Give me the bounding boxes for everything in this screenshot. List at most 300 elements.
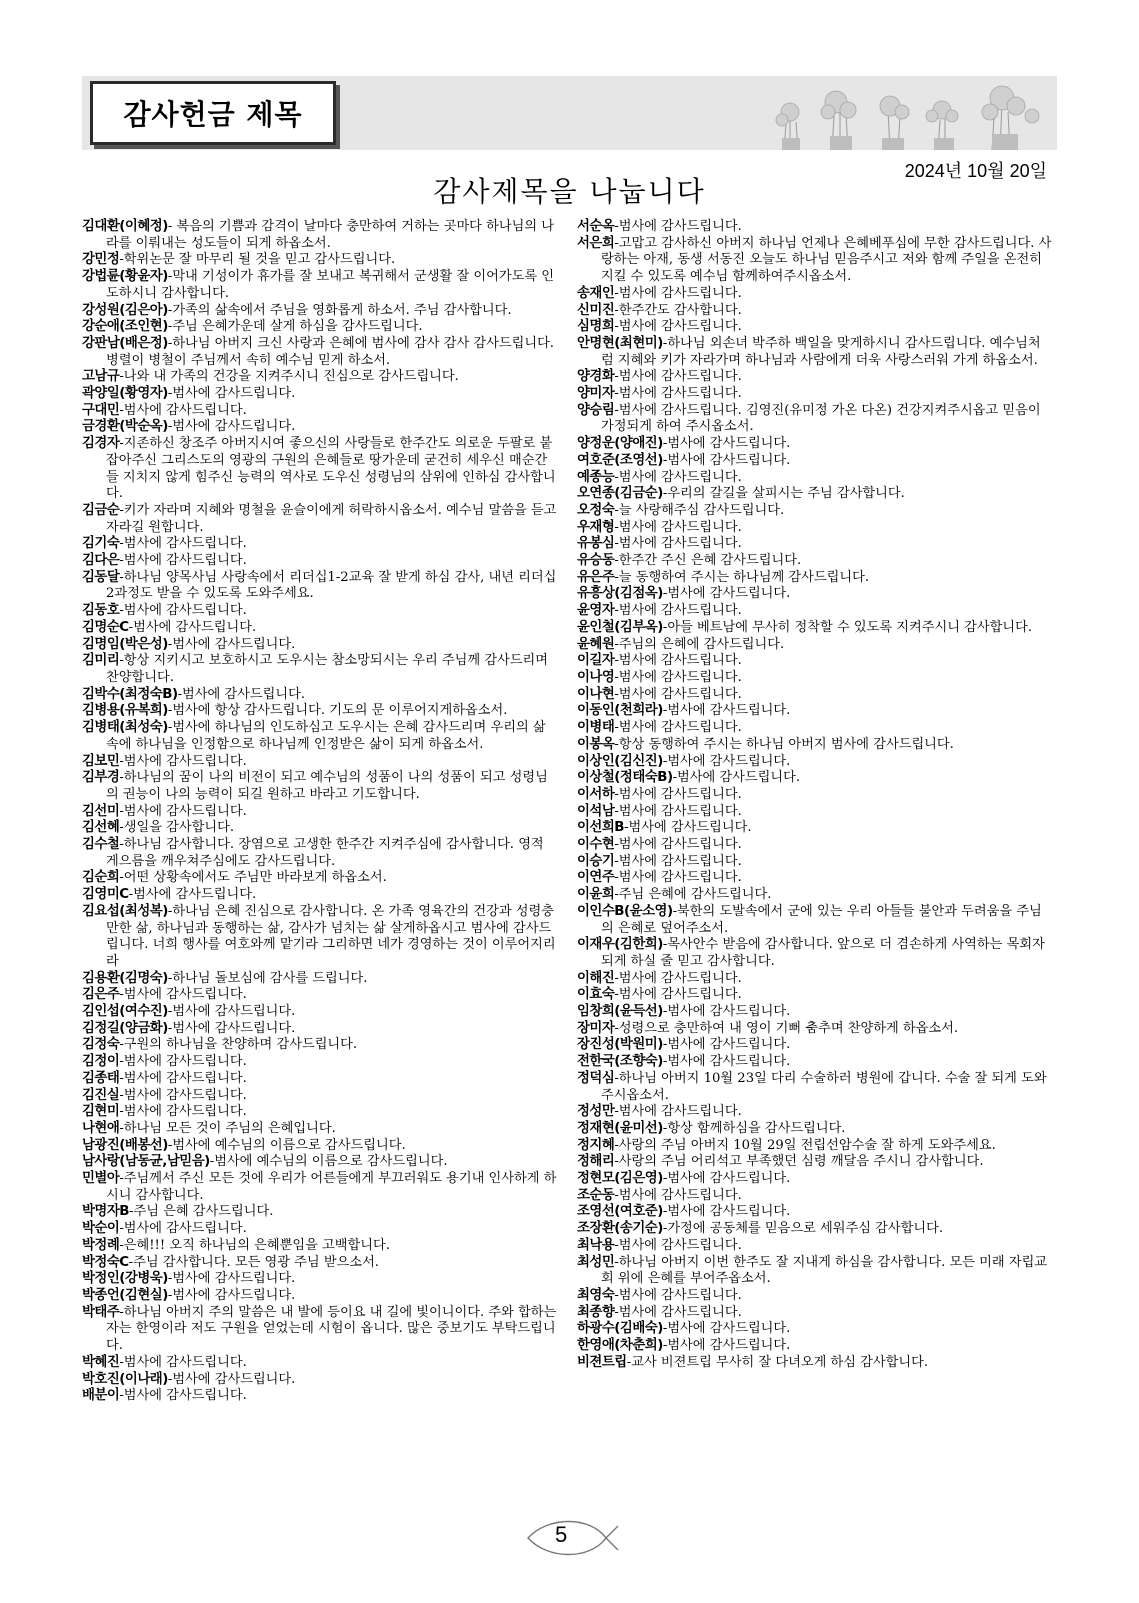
entry-name: 김금순 [82,502,120,518]
entry-text: -목사안수 받음에 감사합니다. 앞으로 더 겸손하게 사역하는 목회자 되게 하실 줄 믿고 감사합니다. [601,937,1045,969]
prayer-entry [577,804,1052,821]
prayer-entry [577,687,1052,704]
prayer-entry [82,820,557,837]
entry-name: 김영미C [82,887,129,903]
prayer-entry [82,1088,557,1105]
entry-text: - 복음의 기쁨과 감격이 날마다 충만하여 거하는 곳마다 하나님의 나라를 이뤄내는 성도들이 되게 하옵소서. [106,219,554,251]
entry-text: -생일을 감사합니다. [119,820,235,836]
entry-text: -범사에 감사드립니다. [119,803,247,819]
prayer-entry [82,904,557,971]
prayer-entry [82,754,557,771]
entry-text: -가정에 공동체를 믿음으로 세워주심 감사합니다. [662,1221,944,1237]
entry-name: 이나현 [577,686,615,702]
entry-name: 김선미 [82,803,120,819]
entry-text: -범사에 감사드립니다. [662,1338,791,1354]
entry-text: -범사에 감사드립니다. [167,1271,296,1287]
entry-text: -범사에 감사드립니다. [672,770,801,786]
entry-name: 민별아 [82,1171,120,1187]
entry-name: 유승동 [577,553,615,569]
entry-name: 김부경 [82,770,120,786]
entry-name: 이서하 [577,786,615,802]
entry-text: -하나님 감사합니다. 장염으로 고생한 한주간 지켜주심에 감사합니다. 영적 게으름을 깨우쳐주심에도 감사드립니다. [106,837,544,869]
entry-name: 고남규 [82,369,120,385]
prayer-entry [82,804,557,821]
prayer-entry [82,1154,557,1171]
entry-name: 이재우(김한희) [577,937,663,953]
entry-text: -하나님 은혜 진심으로 감사합니다. 온 가족 영육간의 건강과 성령충만한 삶, 하나님과 동행하는 삶, 감사가 넘치는 삶 살게하옵시고 범사에 감사드립니다. 너희 행사를 여호와께 맡기라 그리하면 네가 경영하는 것이 이루어지리라 [106,903,556,969]
prayer-entry [577,637,1052,654]
entry-name: 예종능 [577,469,615,485]
entry-name: 서은희 [577,235,615,251]
entry-name: 김동호 [82,603,120,619]
prayer-entry [577,1071,1052,1104]
entry-text: -사랑의 주님 어리석고 부족했던 심령 깨달음 주시니 감사합니다. [614,1154,984,1170]
entry-name: 이동인(천희라) [577,703,663,719]
prayer-entry [82,570,557,603]
entry-name: 김동달 [82,569,120,585]
date-label: 2024년 10월 20일 [904,161,1047,181]
entry-name: 이연주 [577,870,615,886]
prayer-entry [577,403,1052,436]
prayer-entry [82,1037,557,1054]
prayer-entry [577,436,1052,453]
prayer-entry [82,720,557,753]
prayer-entry [577,1321,1052,1338]
entry-text: -어떤 상황속에서도 주님만 바라보게 하옵소서. [119,870,387,886]
prayer-entry [82,1054,557,1071]
entry-name: 하광수(김배숙) [577,1321,663,1337]
entry-name: 박정례 [82,1237,120,1253]
entry-text: -범사에 감사드립니다. [662,1037,791,1053]
section-heading: 감사제목을 나눕니다 [433,175,706,208]
prayer-entry [577,369,1052,386]
entry-text: -범사에 감사드립니다. [167,1004,296,1020]
entry-text: -범사에 감사드립니다. [662,1171,791,1187]
entry-name: 조장환(송기순) [577,1221,663,1237]
prayer-entry [577,1255,1052,1288]
prayer-entry [82,1171,557,1204]
entry-name: 김인섭(여수진) [82,1004,168,1020]
entry-name: 남광진(배봉선) [82,1137,168,1153]
prayer-entry [82,1255,557,1272]
prayer-entry [82,336,557,369]
entry-name: 김선혜 [82,820,120,836]
entry-text: -범사에 감사드립니다. [119,1104,247,1120]
entry-text: -범사에 감사드립니다. [624,820,752,836]
entry-text: -범사에 감사드립니다. [119,536,247,552]
prayer-entry [577,754,1052,771]
prayer-entry [82,1104,557,1121]
entry-name: 강순애(조인현) [82,319,168,335]
prayer-entry [577,737,1052,754]
entry-text: -우리의 갈길을 살피시는 주님 감사합니다. [662,486,905,502]
entry-text: -범사에 감사드립니다. [662,586,791,602]
prayer-entry [577,1021,1052,1038]
entry-text: -범사에 감사드립니다. [614,1288,742,1303]
prayer-entry [82,1372,557,1389]
entry-name: 안명현(최현미) [577,335,663,351]
entry-name: 최낙용 [577,1237,615,1253]
prayer-entry [577,286,1052,303]
entry-text: -주님 은혜 감사드립니다. [129,1204,274,1220]
prayer-entry [82,369,557,386]
prayer-entry [577,1054,1052,1071]
entry-text: -학위논문 잘 마무리 될 것을 믿고 감사드립니다. [119,252,396,268]
prayer-entry [577,1138,1052,1155]
entry-text: -범사에 감사드립니다. [614,970,742,986]
right-column [577,219,1052,1372]
entry-text: -하나님 아버지 주의 말씀은 내 발에 등이요 내 길에 빛이니이다. 주와 합하는 자는 한영이라 저도 구원을 얻었는데 시험이 옵니다. 많은 중보기도 부탁드립니다. [106,1304,557,1354]
entry-text: -늘 동행하여 주시는 하나님께 감사드립니다. [614,569,870,585]
prayer-entry [577,319,1052,336]
entry-text: -범사에 예수님의 이름으로 감사드립니다. [209,1154,448,1170]
entry-text: -범사에 감사드립니다. [662,753,791,769]
entry-name: 이석남 [577,803,615,819]
entry-name: 장미자 [577,1020,615,1036]
entry-text: -범사에 감사드립니다. [119,1354,247,1370]
entry-text: -범사에 감사드립니다. [614,786,742,802]
entry-name: 강판남(배은정) [82,335,168,351]
prayer-entry [82,252,557,269]
prayer-entry [82,1204,557,1221]
entry-name: 한영애(차춘희) [577,1338,663,1354]
prayer-entry [577,1104,1052,1121]
entry-text: -하나님 아버지 이번 한주도 잘 지내게 하심을 감사합니다. 모든 미래 자립교회 위에 은혜를 부어주옵소서. [601,1254,1048,1287]
prayer-entry [577,303,1052,320]
page-number: 5 [555,1522,568,1547]
prayer-entry [82,1021,557,1038]
entry-name: 김명임(박은성) [82,636,168,652]
entry-text: -범사에 감사드립니다. [119,1388,247,1404]
entry-text: -하나님 돌보심에 감사를 드립니다. [167,970,368,986]
entry-name: 오연종(김금순) [577,486,663,502]
prayer-entry [577,887,1052,904]
entry-text: -주님 은혜에 감사드립니다. [614,887,772,903]
entry-text: -아들 베트남에 무사히 정착할 수 있도록 지켜주시니 감사합니다. [662,619,1033,635]
prayer-entry [82,1355,557,1372]
prayer-entry [82,419,557,436]
entry-text: -주님 감사합니다. 모든 영광 주님 받으소서. [128,1254,380,1270]
page-title: 감사헌금 제목 [90,81,336,145]
prayer-entry [82,703,557,720]
entry-text: -주님께서 주신 모든 것에 우리가 어른들에게 부끄러워도 용기내 인사하게 하시니 감사합니다. [106,1171,557,1203]
entry-name: 박정숙C [82,1254,129,1270]
prayer-entry [82,1004,557,1021]
entry-name: 이인수B(윤소영) [577,903,673,919]
prayer-entry [577,536,1052,553]
prayer-entry [577,787,1052,804]
prayer-entry [577,820,1052,837]
entry-name: 나현애 [82,1120,120,1136]
entry-text: -하나님 아버지 크신 사랑과 은혜에 범사에 감사 감사 감사드립니다. 병렬이 병철이 주님께서 속히 예수님 믿게 하소서. [106,335,554,368]
entry-text: -범사에 감사드립니다. [614,1104,742,1120]
entry-text: -범사에 감사드립니다. [167,1020,296,1036]
prayer-entry [577,971,1052,988]
entry-text: -범사에 감사드립니다. [119,402,247,418]
entry-text: -하나님 모든 것이 주님의 은혜입니다. [119,1120,336,1136]
entry-text: -범사에 감사드립니다. [167,419,296,435]
entry-name: 김현미 [82,1104,120,1120]
entry-text: -범사에 감사드립니다. [614,285,742,301]
prayer-entry [577,1288,1052,1305]
entry-name: 박정인(강병욱) [82,1271,168,1287]
entry-text: -범사에 감사드립니다. [662,452,791,468]
entry-text: -범사에 감사드립니다. [614,1237,742,1253]
entry-text: -범사에 하나님의 인도하심고 도우시는 은혜 감사드리며 우리의 삶속에 하나님을 인정함으로 하나님께 인정받은 삶이 되게 하옵소서. [106,720,546,752]
entry-name: 김정길(양금화) [82,1020,168,1036]
prayer-entry [577,336,1052,369]
entry-name: 서순옥 [577,219,615,234]
entry-name: 유봉심 [577,536,615,552]
entry-text: -키가 자라며 지혜와 명철을 윤슬이에게 허락하시옵소서. 예수님 말씀을 듣고 자라길 원합니다. [106,502,557,535]
entry-text: -한주간도 감사합니다. [614,302,742,318]
entry-text: -범사에 감사드립니다. [614,1187,742,1203]
prayer-entry [577,1004,1052,1021]
entry-name: 양미자 [577,386,615,402]
prayer-entry [577,987,1052,1004]
entry-name: 윤혜원 [577,636,615,652]
entry-text: -범사에 감사드립니다. [614,987,742,1003]
entry-name: 이수현 [577,837,615,853]
prayer-entry [577,1305,1052,1322]
entry-text: -범사에 항상 감사드립니다. 기도의 문 이루어지게하옵소서. [167,703,508,719]
entry-name: 정해리 [577,1154,615,1170]
entry-text: -범사에 감사드립니다. [614,469,742,485]
entry-text: -항상 함께하심을 감사드립니다. [662,1120,846,1136]
entry-name: 유흥상(김점옥) [577,586,663,602]
entry-name: 김수철 [82,837,120,853]
prayer-entry [577,1355,1052,1372]
prayer-entry [577,219,1052,236]
entry-text: -범사에 감사드립니다. [119,987,247,1003]
prayer-entry [577,1037,1052,1054]
entry-name: 이나영 [577,669,615,685]
entry-name: 김미리 [82,653,120,669]
entry-text: -범사에 감사드립니다. [614,1304,742,1320]
prayer-entry [577,670,1052,687]
entry-text: -범사에 감사드립니다. [167,1371,296,1387]
entry-text: -하나님 외손녀 박주하 백일을 맞게하시니 감사드립니다. 예수님처럼 지혜와 키가 자라가며 하나님과 사람에게 더욱 사랑스러워 가게 하옵소서. [601,335,1041,368]
entry-text: -범사에 감사드립니다. [119,1054,247,1070]
entry-text: -범사에 감사드립니다. [662,1321,791,1337]
entry-text: -범사에 감사드립니다. [167,636,296,652]
entry-name: 정현모(김은영) [577,1171,663,1187]
entry-name: 김정이 [82,1054,120,1070]
entry-name: 정덕심 [577,1070,615,1086]
prayer-entry [577,720,1052,737]
prayer-entry [577,603,1052,620]
prayer-entry [577,386,1052,403]
entry-text: -늘 사랑해주심 감사드립니다. [614,502,785,518]
prayer-entry [82,603,557,620]
entry-text: -가족의 삶속에서 주님을 영화롭게 하소서. 주님 감사합니다. [167,302,512,318]
entry-name: 이상인(김신진) [577,753,663,769]
prayer-entry [577,1121,1052,1138]
entry-text: -고맙고 감사하신 아버지 하나님 언제나 은혜베푸심에 무한 감사드립니다. 사랑하는 아재, 동생 서동진 오늘도 하나님 믿음주시고 저와 함께 주일을 온전히 지킬 수 있도록 예수님 함께하여주시옵소서. [601,235,1052,285]
entry-name: 이선희B [577,820,625,836]
prayer-entry [82,887,557,904]
entry-name: 양승림 [577,402,615,418]
entry-text: -범사에 감사드립니다. [614,369,742,385]
entry-name: 윤인철(김부옥) [577,619,663,635]
entry-name: 장진성(박원미) [577,1037,663,1053]
prayer-entry [82,553,557,570]
entry-text: -하나님 양목사님 사랑속에서 리더십1-2교육 잘 받게 하심 감사, 내년 리더십2과정도 받을 수 있도록 도와주세요. [106,569,557,602]
entry-name: 이길자 [577,653,615,669]
entry-text: -범사에 감사드립니다. [614,536,742,552]
prayer-entry [577,486,1052,503]
prayer-entry [82,1238,557,1255]
entry-text: -하나님 아버지 10월 23일 다리 수술하러 병원에 갑니다. 수술 잘 되게 도와주시옵소서. [601,1070,1047,1103]
prayer-entry [82,653,557,686]
prayer-entry [577,1338,1052,1355]
entry-name: 조순동 [577,1187,615,1203]
prayer-entry [82,219,557,252]
prayer-entry [577,586,1052,603]
entry-name: 김경자 [82,436,120,452]
entry-text: -막내 기성이가 휴가를 잘 보내고 복귀해서 군생활 잘 이어가도록 인도하시니 감사합니다. [106,269,554,301]
entry-text: -주님의 은혜에 감사드립니다. [614,636,785,652]
prayer-entry [82,687,557,704]
entry-name: 송재인 [577,285,615,301]
entry-name: 김보민 [82,753,120,769]
entry-text: -범사에 감사드립니다. [119,753,247,769]
entry-text: -범사에 감사드립니다. [119,603,247,619]
prayer-entry [82,870,557,887]
entry-name: 이승기 [577,853,615,869]
prayer-entry [577,904,1052,937]
entry-name: 이해진 [577,970,615,986]
entry-text: -범사에 감사드립니다. [119,1087,247,1103]
prayer-entry [577,1171,1052,1188]
prayer-entry [577,470,1052,487]
entry-text: -교사 비젼트립 무사히 잘 다녀오게 하심 감사합니다. [626,1354,929,1370]
entry-name: 전한국(조향숙) [577,1054,663,1070]
prayer-entry [577,1204,1052,1221]
prayer-entry [577,503,1052,520]
entry-name: 김종태 [82,1070,120,1086]
entry-text: -범사에 감사드립니다. [662,1204,791,1220]
entry-name: 김은주 [82,987,120,1003]
entry-name: 배분이 [82,1388,120,1404]
entry-name: 박명자B [82,1204,130,1220]
entry-text: -구원의 하나님을 찬양하며 감사드립니다. [119,1037,358,1053]
prayer-entry [82,403,557,420]
entry-name: 곽양일(황영자) [82,386,168,402]
entry-text: -사랑의 주님 아버지 10월 29일 전립선암수술 잘 하게 도와주세요. [614,1137,996,1153]
prayer-entry [577,837,1052,854]
entry-text: -성령으로 충만하여 내 영이 기뻐 춤추며 찬양하게 하옵소서. [614,1020,959,1036]
prayer-entry [82,1221,557,1238]
entry-name: 임창희(윤득선) [577,1004,663,1020]
entry-name: 김정숙 [82,1037,120,1053]
prayer-entry [82,620,557,637]
entry-text: -범사에 감사드립니다. [614,853,742,869]
entry-name: 김병태(최성숙) [82,720,168,736]
prayer-entry [577,236,1052,286]
entry-name: 강성원(김은아) [82,302,168,318]
prayer-entry [577,1238,1052,1255]
entry-name: 김대환(이혜정) [82,219,168,234]
entry-name: 김요섭(최성복) [82,903,168,919]
prayer-entry [82,1121,557,1138]
entry-text: -항상 동행하여 주시는 하나님 아버지 범사에 감사드립니다. [614,736,954,752]
entry-text: -은혜!!! 오직 하나님의 은혜뿐임을 고백합니다. [119,1237,390,1253]
entry-name: 양경화 [577,369,615,385]
prayer-entry [577,620,1052,637]
entry-name: 신미진 [577,302,615,318]
entry-name: 구대민 [82,402,120,418]
entry-name: 최영숙 [577,1288,615,1303]
prayer-entry [82,1071,557,1088]
entry-name: 박태주 [82,1304,120,1320]
entry-name: 남사랑(남동균,남믿음) [82,1154,210,1170]
prayer-entry [577,770,1052,787]
prayer-entry [82,303,557,320]
prayer-entry [82,503,557,536]
prayer-entry [82,1288,557,1305]
entry-name: 정재현(윤미선) [577,1120,663,1136]
entry-name: 정성만 [577,1104,615,1120]
entry-text: -범사에 감사드립니다. [662,703,791,719]
entry-text: -지존하신 창조주 아버지시여 좋으신의 사랑들로 한주간도 의로운 두팔로 붙잡아주신 그리스도의 영광의 구원의 은혜들로 땅가운데 굳건히 세우신 매순간들 지치지 않게 힘주신 능력의 역사로 도우신 성령님의 삼위에 인하심 감사합니다. [106,436,556,502]
entry-name: 조영선(여호준) [577,1204,663,1220]
prayer-entry [577,1221,1052,1238]
prayer-entry [82,1305,557,1355]
entry-text: -범사에 감사드립니다. [128,887,257,903]
entry-name: 최종향 [577,1304,615,1320]
prayer-entry [577,653,1052,670]
prayer-entry [82,987,557,1004]
entry-name: 김다은 [82,553,120,569]
entry-name: 비젼트립 [577,1354,627,1370]
prayer-entry [82,637,557,654]
entry-name: 이상철(정태숙B) [577,770,673,786]
entry-text: -범사에 감사드립니다. [614,603,742,619]
entry-name: 김병용(유복희) [82,703,168,719]
prayer-entry [82,1271,557,1288]
entry-text: -범사에 감사드립니다. [662,436,791,452]
prayer-entry [82,436,557,503]
prayer-entry [577,553,1052,570]
entry-text: -범사에 감사드립니다. [662,1054,791,1070]
entry-name: 이윤희 [577,887,615,903]
prayer-entry [82,1388,557,1405]
entry-name: 강법륜(황윤자) [82,269,168,285]
entry-text: -범사에 감사드립니다. [614,870,742,886]
left-column [82,219,557,1405]
entry-name: 최성민 [577,1254,615,1270]
entry-text: -범사에 감사드립니다. [614,669,742,685]
entry-text: -범사에 감사드립니다. [177,686,306,702]
prayer-entry [82,837,557,870]
prayer-entry [82,536,557,553]
entry-text: -범사에 감사드립니다. [614,519,742,535]
entry-text: -범사에 감사드립니다. [662,1004,791,1020]
entry-text: -범사에 감사드립니다. [614,386,742,402]
prayer-entry [577,1154,1052,1171]
prayer-entry [577,854,1052,871]
prayer-entry [577,520,1052,537]
entry-name: 김순희 [82,870,120,886]
entry-text: -나와 내 가족의 건강을 지켜주시니 진심으로 감사드립니다. [119,369,459,385]
entry-text: -범사에 감사드립니다. [119,1070,247,1086]
entry-name: 여호준(조영선) [577,452,663,468]
entry-name: 오정숙 [577,502,615,518]
entry-name: 정지혜 [577,1137,615,1153]
entry-text: -범사에 감사드립니다. 김영진(유미정 가온 다온) 건강지켜주시옵고 믿음이 가정되게 하여 주시옵소서. [601,402,1041,435]
entry-name: 박혜진 [82,1354,120,1370]
